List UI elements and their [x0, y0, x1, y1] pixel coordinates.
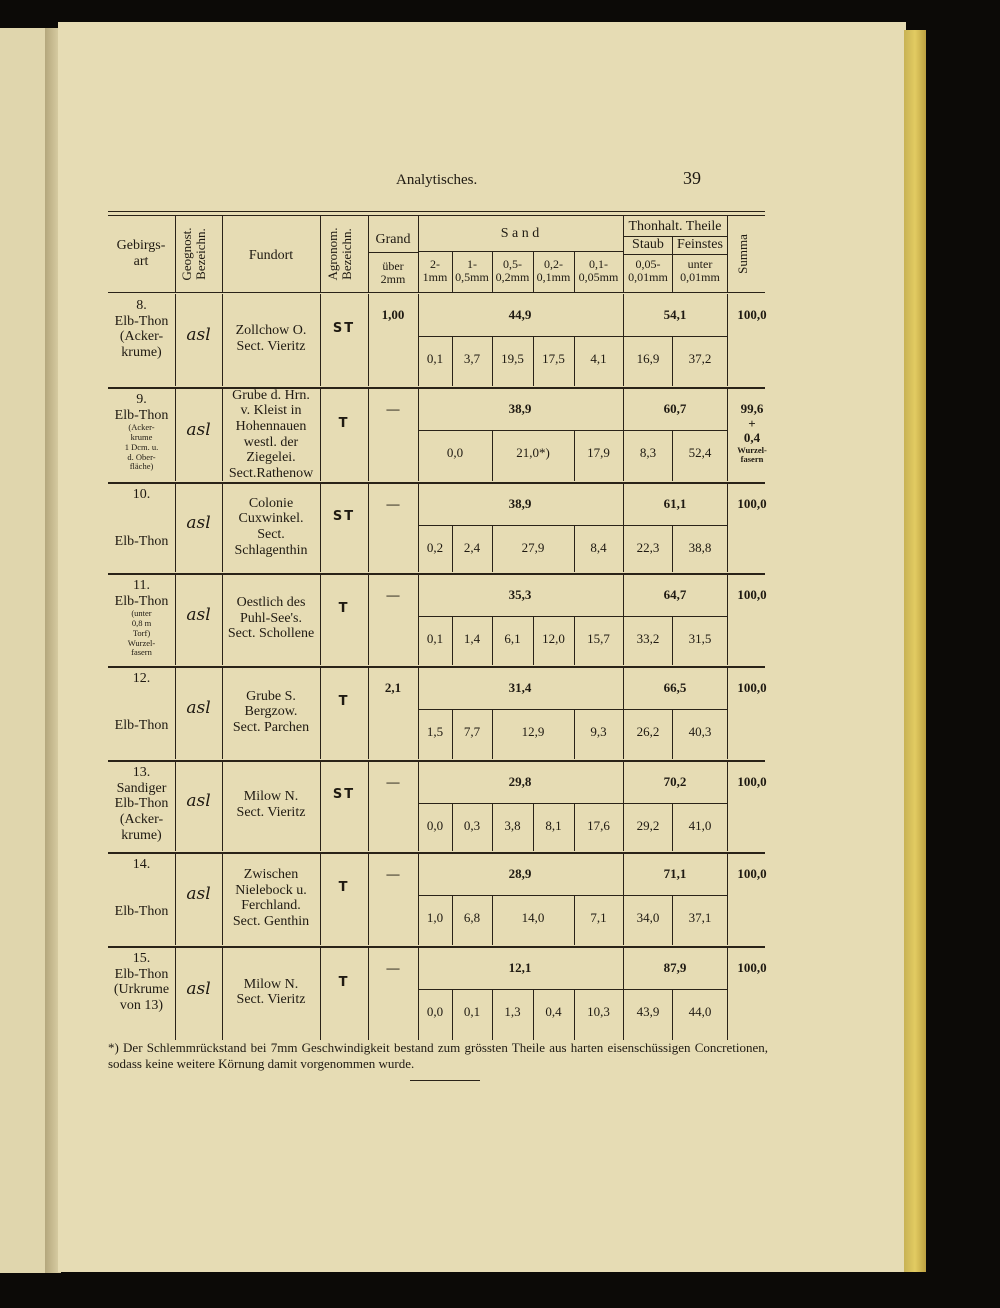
row-sand-total: 44,9: [508, 307, 532, 322]
row-summa: 100,0: [737, 496, 767, 511]
row-col-line: [623, 853, 624, 945]
thon-head-divider: [672, 236, 673, 292]
row-fundort: Zollchow O. Sect. Vieritz: [235, 323, 307, 354]
col-head-sand: S a n d: [500, 226, 540, 241]
grand-head-rule: [368, 252, 418, 253]
row-fundort: Milow N. Sect. Vieritz: [236, 789, 306, 820]
sand-divider: [492, 709, 493, 759]
row-agronom: ST: [332, 508, 356, 524]
row-sand-fraction: 0,4: [545, 1004, 562, 1019]
footnote-rule: [410, 1080, 480, 1081]
row-thon-total: 54,1: [663, 307, 687, 322]
head-col-line: [727, 215, 728, 292]
page: [58, 22, 906, 1272]
col-head-grand-sub: über 2mm: [380, 259, 406, 287]
row-gebirgsart-note: (unter 0,8 m Torf) Wurzel- fasern: [127, 608, 156, 658]
row-agronom: ST: [332, 787, 356, 802]
head-col-line: [175, 215, 176, 292]
row-col-line: [418, 574, 419, 665]
page-edge: [904, 30, 926, 1272]
row-col-line: [623, 294, 624, 386]
col-head-feinstes-sub: unter 0,01mm: [680, 257, 720, 285]
row-staub: 33,2: [636, 631, 660, 646]
row-sand-fraction: 21,0*): [516, 445, 550, 460]
row-staub: 43,9: [636, 1004, 660, 1019]
sand-divider: [452, 989, 453, 1040]
row-geognost-symbol: asl: [186, 512, 211, 533]
row-fundort: Milow N. Sect. Vieritz: [236, 976, 306, 1008]
row-sand-fraction: 0,2: [426, 540, 444, 555]
row-grand: —: [386, 587, 400, 602]
row-sand-fraction: 8,4: [590, 540, 607, 555]
row-agronom: T: [338, 600, 350, 616]
row-thon-total: 71,1: [663, 866, 687, 881]
row-gebirgsart: 9. Elb-Thon (Acker- krume 1 Dcm. u. d. Ober- fläche): [108, 392, 175, 472]
row-col-line: [727, 761, 728, 851]
col-head-summa: Summa: [735, 234, 750, 274]
row-rule: [108, 573, 765, 575]
row-geognost-symbol: asl: [186, 419, 211, 440]
sand-head-rule: [418, 251, 623, 252]
row-col-line: [623, 761, 624, 851]
row-gebirgsart: 8. Elb-Thon (Acker- krume): [114, 298, 169, 361]
head-col-line: [368, 215, 369, 292]
row-fundort: Grube S. Bergzow. Sect. Parchen: [232, 688, 310, 735]
row-gebirgsart: 10. Elb-Thon: [114, 487, 169, 550]
row-sand-total: 29,8: [508, 774, 532, 789]
row-thon-total: 64,7: [663, 587, 687, 602]
sand-divider: [492, 430, 493, 481]
col-head-feinstes: Feinstes: [677, 237, 723, 252]
sand-divider: [574, 709, 575, 759]
row-staub: 26,2: [636, 724, 660, 739]
row-sand-fraction: 1,4: [463, 631, 481, 646]
row-col-line: [418, 853, 419, 945]
row-fundort: Colonie Cuxwinkel. Sect. Schlagenthin: [234, 495, 308, 558]
row-feinstes: 38,8: [688, 540, 712, 555]
sand-divider: [452, 803, 453, 851]
page-number: 39: [683, 168, 701, 188]
row-col-line: [727, 853, 728, 945]
row-geognost-symbol: asl: [186, 791, 211, 811]
row-split-rule: [418, 616, 727, 617]
row-sand-fraction: 6,1: [504, 631, 521, 646]
row-sand-total: 31,4: [508, 680, 532, 695]
running-header: [0, 168, 1000, 198]
row-split-rule: [418, 430, 727, 431]
row-col-line: [623, 667, 624, 759]
row-rule: [108, 482, 765, 484]
col-head-sand-1: 2- 1mm: [422, 257, 448, 285]
row-col-line: [418, 667, 419, 759]
row-sand-total: 12,1: [508, 960, 532, 975]
row-sand-total: 35,3: [508, 587, 532, 602]
row-feinstes: 41,0: [688, 818, 712, 833]
col-head-grand: Grand: [375, 232, 411, 247]
row-summa: 99,6 + 0,4 Wurzel- fasern: [729, 402, 775, 465]
row-grand: 2,1: [384, 680, 402, 695]
row-sand-fraction: 0,3: [463, 818, 481, 833]
row-col-line: [623, 483, 624, 572]
row-gebirgsart: 13. Sandiger Elb-Thon (Acker- krume): [114, 765, 169, 843]
row-sand-fraction: 0,0: [426, 1004, 444, 1019]
sand-divider: [452, 616, 453, 665]
row-agronom: ST: [332, 321, 356, 336]
row-sand-fraction: 12,9: [521, 724, 545, 739]
row-split-rule: [418, 336, 727, 337]
col-head-agronom: Agronom. Bezeichn.: [325, 227, 355, 281]
row-rule: [108, 666, 765, 668]
row-rule: [108, 760, 765, 762]
head-col-line: [418, 215, 419, 292]
row-sand-fraction: 9,3: [590, 724, 607, 739]
left-page-edge: [0, 28, 50, 1273]
row-split-rule: [418, 989, 727, 990]
row-geognost-symbol: asl: [186, 978, 211, 999]
row-geognost-symbol: asl: [186, 325, 211, 345]
sand-divider: [574, 616, 575, 665]
row-staub: 22,3: [636, 540, 660, 555]
row-grand: 1,00: [381, 307, 405, 322]
sand-divider: [452, 525, 453, 572]
row-col-line: [418, 294, 419, 386]
row-sand-fraction: 27,9: [521, 540, 545, 555]
sand-divider: [574, 525, 575, 572]
row-gebirgsart-note: (Acker- krume 1 Dcm. u. d. Ober- fläche): [124, 422, 159, 472]
row-split-rule: [418, 895, 727, 896]
row-sand-fraction: 14,0: [521, 910, 545, 925]
col-head-fundort: Fundort: [248, 248, 294, 263]
row-feinstes: 37,1: [688, 910, 712, 925]
row-sand-fraction: 19,5: [501, 351, 524, 366]
row-thon-total: 60,7: [663, 401, 687, 416]
row-agronom: T: [338, 694, 350, 709]
row-sand-fraction: 6,8: [463, 910, 481, 925]
running-title: Analytisches.: [396, 172, 478, 188]
row-summa: 100,0: [737, 587, 767, 602]
row-sand-fraction: 2,4: [463, 540, 481, 555]
top-rule: [108, 211, 765, 212]
row-sand-fraction: 7,7: [463, 724, 481, 739]
row-col-line: [727, 667, 728, 759]
row-sand-fraction: 4,1: [590, 351, 607, 366]
row-split-rule: [418, 803, 727, 804]
row-sand-fraction: 0,1: [463, 1004, 481, 1019]
row-thon-total: 87,9: [663, 960, 687, 975]
sand-divider: [533, 336, 534, 386]
row-sand-fraction: 0,1: [426, 351, 444, 366]
sand-divider: [492, 525, 493, 572]
row-thon-total: 66,5: [663, 680, 687, 695]
row-sand-total: 28,9: [508, 866, 532, 881]
row-col-line: [727, 483, 728, 572]
row-col-line: [623, 947, 624, 1040]
col-head-staub: Staub: [632, 237, 664, 252]
row-summa: 100,0: [737, 960, 767, 975]
col-head-sand-4: 0,2- 0,1mm: [536, 257, 571, 285]
row-sand-fraction: 10,3: [587, 1004, 610, 1019]
row-summa: 100,0: [737, 680, 767, 695]
row-staub: 16,9: [636, 351, 660, 366]
sand-head-divider: [533, 251, 534, 292]
sand-divider: [452, 895, 453, 945]
row-gebirgsart: 15. Elb-Thon (Urkrume von 13): [113, 951, 170, 1014]
sand-divider: [574, 336, 575, 386]
sand-divider: [452, 336, 453, 386]
row-col-line: [623, 388, 624, 481]
col-head-staub-sub: 0,05- 0,01mm: [628, 257, 668, 285]
row-sand-fraction: 0,1: [426, 631, 444, 646]
col-head-gebirgsart: Gebirgs- art: [116, 238, 166, 269]
sand-divider: [533, 616, 534, 665]
row-rule: [108, 387, 765, 389]
row-fundort: Grube d. Hrn. v. Kleist in Hohennauen westl. der Ziegelei. Sect.Rathenow: [228, 387, 314, 481]
row-agronom: T: [338, 974, 350, 990]
sand-divider: [492, 895, 493, 945]
row-grand: —: [386, 774, 400, 789]
row-sand-fraction: 17,6: [587, 818, 610, 833]
row-staub: 34,0: [636, 910, 660, 925]
row-sand-fraction: 1,3: [504, 1004, 521, 1019]
row-sand-fraction: 0,0: [446, 445, 464, 460]
sand-head-divider: [452, 251, 453, 292]
sand-head-divider: [492, 251, 493, 292]
sand-divider: [533, 989, 534, 1040]
col-head-thonhalt: Thonhalt. Theile: [628, 219, 722, 234]
row-gebirgsart: 12. Elb-Thon: [114, 671, 169, 734]
row-thon-total: 61,1: [663, 496, 687, 511]
row-sand-fraction: 8,1: [545, 818, 562, 833]
row-split-rule: [418, 525, 727, 526]
row-rule: [108, 946, 765, 948]
row-rule: [108, 852, 765, 854]
sand-divider: [574, 803, 575, 851]
row-geognost-symbol: asl: [186, 698, 211, 718]
head-col-line: [623, 215, 624, 292]
col-head-sand-2: 1- 0,5mm: [455, 257, 489, 285]
head-col-line: [320, 215, 321, 292]
row-summa-note: Wurzel- fasern: [737, 444, 767, 465]
row-sand-total: 38,9: [508, 401, 532, 416]
row-col-line: [623, 574, 624, 665]
head-col-line: [222, 215, 223, 292]
footnote: *) Der Schlemmrückstand bei 7mm Geschwindigkeit bestand zum grössten Theile aus harten eisenschüssigen Concretionen, sodass keine weitere Körnung damit vorgenommen wurde.: [108, 1040, 768, 1071]
sand-divider: [492, 803, 493, 851]
sand-divider: [492, 989, 493, 1040]
row-geognost-symbol: asl: [186, 884, 211, 904]
sand-divider: [452, 709, 453, 759]
row-sand-fraction: 12,0: [542, 631, 565, 646]
sand-divider: [574, 895, 575, 945]
row-grand: —: [386, 496, 400, 511]
row-feinstes: 44,0: [688, 1004, 712, 1019]
row-col-line: [418, 483, 419, 572]
row-fundort: Oestlich des Puhl-See's. Sect. Schollene: [227, 595, 315, 642]
row-staub: 29,2: [636, 818, 660, 833]
row-col-line: [727, 294, 728, 386]
row-grand: —: [386, 401, 400, 416]
row-summa: 100,0: [737, 307, 767, 322]
row-geognost-symbol: asl: [186, 604, 211, 625]
row-col-line: [418, 388, 419, 481]
row-thon-total: 70,2: [663, 774, 687, 789]
row-feinstes: 52,4: [688, 445, 712, 460]
row-col-line: [727, 388, 728, 481]
row-fundort: Zwischen Nielebock u. Ferchland. Sect. Genthin: [232, 867, 310, 930]
row-sand-fraction: 3,8: [504, 818, 521, 833]
col-head-sand-3: 0,5- 0,2mm: [495, 257, 530, 285]
row-gebirgsart: 11. Elb-Thon (unter 0,8 m Torf) Wurzel- fasern: [108, 578, 175, 658]
sand-divider: [533, 803, 534, 851]
row-summa: 100,0: [737, 774, 767, 789]
sand-divider: [574, 989, 575, 1040]
row-sand-fraction: 1,5: [426, 724, 444, 739]
row-split-rule: [418, 709, 727, 710]
row-sand-total: 38,9: [508, 496, 532, 511]
row-staub: 8,3: [639, 445, 657, 460]
row-sand-fraction: 1,0: [426, 910, 444, 925]
row-col-line: [727, 574, 728, 665]
thon-sub-rule: [623, 254, 727, 255]
row-sand-fraction: 0,0: [426, 818, 444, 833]
row-summa: 100,0: [737, 866, 767, 881]
row-gebirgsart: 14. Elb-Thon: [114, 857, 169, 920]
row-grand: —: [386, 960, 400, 975]
row-sand-fraction: 17,9: [587, 445, 610, 460]
sand-divider: [574, 430, 575, 481]
sand-head-divider: [574, 251, 575, 292]
row-agronom: T: [338, 415, 350, 431]
col-head-sand-5: 0,1- 0,05mm: [578, 257, 619, 285]
row-sand-fraction: 7,1: [590, 910, 607, 925]
row-sand-fraction: 15,7: [587, 631, 610, 646]
sand-divider: [492, 616, 493, 665]
row-col-line: [727, 947, 728, 1040]
row-feinstes: 40,3: [688, 724, 712, 739]
row-agronom: T: [338, 880, 350, 895]
col-head-geognost: Geognost. Bezeichn.: [179, 227, 209, 281]
row-col-line: [418, 761, 419, 851]
row-feinstes: 37,2: [688, 351, 712, 366]
row-feinstes: 31,5: [688, 631, 712, 646]
row-col-line: [418, 947, 419, 1040]
row-sand-fraction: 17,5: [542, 351, 565, 366]
row-grand: —: [386, 866, 400, 881]
sand-divider: [492, 336, 493, 386]
row-sand-fraction: 3,7: [463, 351, 481, 366]
